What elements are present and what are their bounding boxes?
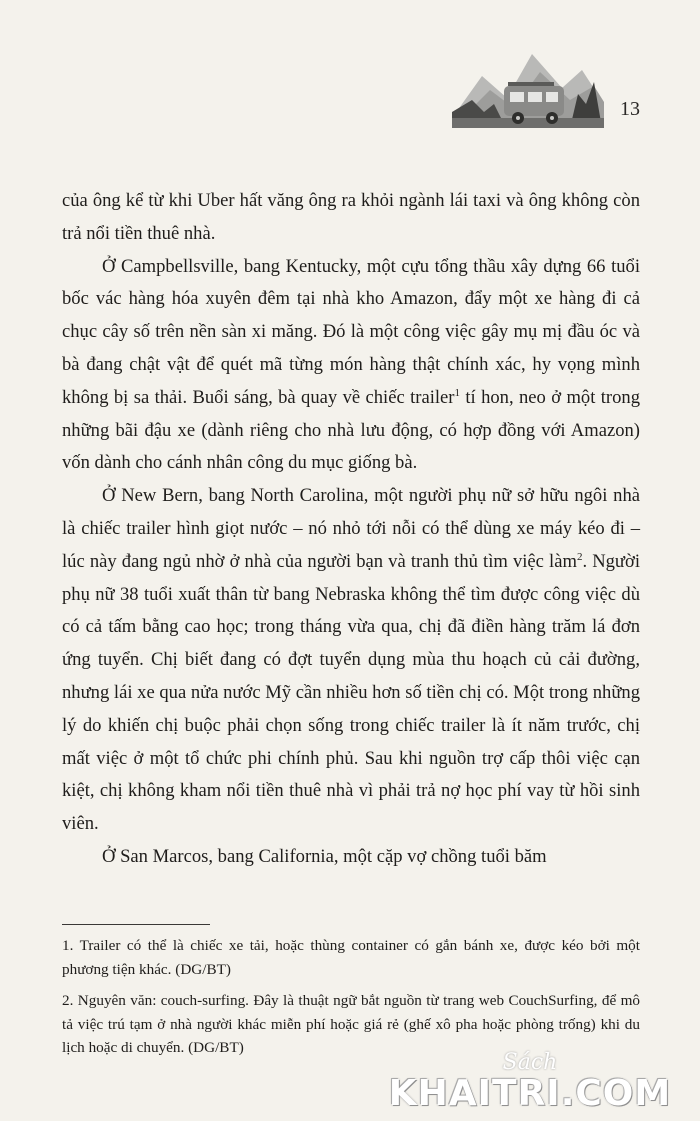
watermark-text: KHAITRI.COM — [388, 1073, 672, 1114]
paragraph: Ở San Marcos, bang California, một cặp vợ chồng tuổi băm — [102, 845, 547, 867]
footnotes — [62, 934, 640, 1068]
footnote-divider — [62, 924, 210, 925]
paragraph — [62, 480, 640, 841]
paragraph: của ông kể từ khi Uber hất văng ông ra khỏi ngành lái taxi và ông không còn trả nổi tiền thuê nhà. — [62, 190, 640, 244]
watermark-script: Sách — [502, 1050, 558, 1075]
footnote: 2. Nguyên văn: couch-surfing. Đây là thuật ngữ bắt nguồn từ trang web CouchSurfing, để mô tả việc trú tạm ở nhà người khác miễn phí hoặc giá rẻ (ghế xô pha hoặc phòng trống) khi du lịch hoặc di chuyển. (DG/BT) — [62, 992, 640, 1057]
paragraph-text: tí hon, neo ở một trong những bãi đậu xe (dành riêng cho nhà lưu động, có hợp đồng với Amazon) vốn dành cho cánh nhân công du mục giống bà. — [62, 386, 640, 474]
paragraph — [62, 251, 640, 481]
body-text — [62, 185, 640, 874]
footnote: 1. Trailer có thể là chiếc xe tải, hoặc thùng container có gắn bánh xe, được kéo bởi một phương tiện khác. (DG/BT) — [62, 937, 640, 978]
paragraph-text: Ở Campbellsville, bang Kentucky, một cựu tổng thầu xây dựng 66 tuổi bốc vác hàng hóa xuyên đêm tại nhà kho Amazon, đẩy một xe hàng đi cả chục cây số trên nền sàn xi măng. Đó là một công việc gây mụ mị đầu óc và bà đang chật vật để quét mã từng món hàng thật chính xác, hy vọng mình không bị sa thải. Buổi sáng, bà quay về chiếc trailer — [62, 255, 640, 408]
page-number: 13 — [620, 98, 640, 120]
watermark-logo — [372, 1050, 688, 1116]
paragraph-text: Ở New Bern, bang North Carolina, một người phụ nữ sở hữu ngôi nhà là chiếc trailer hình giọt nước – nó nhỏ tới nỗi có thể dùng xe máy kéo đi – lúc này đang ngủ nhờ ở nhà của người bạn và tranh thủ tìm việc làm — [62, 485, 640, 572]
paragraph-text: . Người phụ nữ 38 tuổi xuất thân từ bang Nebraska không thể tìm được công việc dù có cả tấm bằng cao học; trong tháng vừa qua, chị đã điền hàng trăm lá đơn ứng tuyển. Chị biết đang có đợt tuyển dụng mùa thu hoạch củ cải đường, nhưng lái xe qua nửa nước Mỹ cần nhiều hơn số tiền chị có. Một trong những lý do khiến chị buộc phải chọn sống trong chiếc trailer là ít năm trước, chị mất việc ở một tổ chức phi chính phủ. Sau khi nguồn trợ cấp thôi việc cạn kiệt, chị không kham nổi tiền thuê nhà vì phải trả nợ học phí vay từ hồi sinh viên. — [62, 550, 641, 835]
campervan-mountains-icon — [452, 42, 604, 128]
footnote-ref[interactable]: 2 — [576, 550, 583, 563]
footnote-ref[interactable]: 1 — [454, 386, 460, 399]
